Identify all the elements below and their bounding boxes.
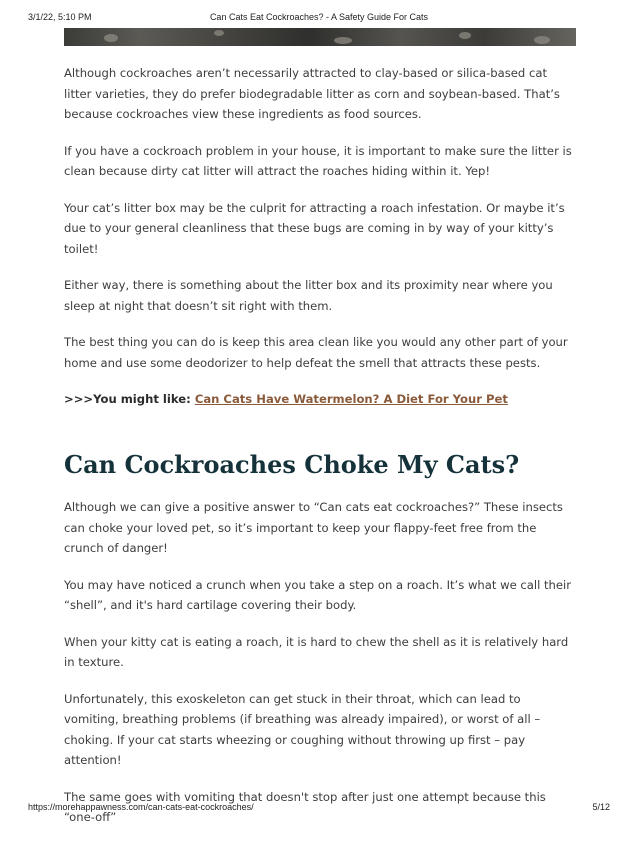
pebble-texture [214, 30, 224, 36]
pebble-texture [334, 37, 352, 44]
related-article-link[interactable]: Can Cats Have Watermelon? A Diet For Your Pet [194, 392, 508, 406]
pebble-texture [459, 32, 471, 39]
print-url: https://morehappawness.com/can-cats-eat-cockroaches/ [28, 802, 254, 812]
paragraph: Unfortunately, this exoskeleton can get stuck in their throat, which can lead to vomiting, breathing problems (if breathing was already impaired), or worst of all – choking. If your cat starts wheezing or coughing without throwing up first – pay attention! [64, 691, 541, 767]
paragraph: Either way, there is something about the litter box and its proximity near where you sleep at night that doesn’t sit right with them. [64, 278, 553, 313]
paragraph: The same goes with vomiting that doesn't stop after just one attempt because this “one-off” [64, 789, 546, 824]
paragraph: The best thing you can do is keep this area clean like you would any other part of your home and use some deodorizer to help defeat the smell that attracts these pests. [64, 335, 568, 370]
related-prefix: >>>You might like: [64, 392, 195, 406]
paragraph: Although we can give a positive answer to “Can cats eat cockroaches?” These insects can choke your loved pet, so it’s important to keep your flappy-feet free from the crunch of danger! [64, 500, 563, 555]
print-datetime: 3/1/22, 5:10 PM [28, 12, 92, 22]
print-page-title: Can Cats Eat Cockroaches? - A Safety Guide For Cats [209, 12, 429, 22]
article-body [64, 63, 576, 844]
related-article [64, 389, 576, 409]
paragraph: Although cockroaches aren’t necessarily attracted to clay-based or silica-based cat litter varieties, they do prefer biodegradable litter as corn and soybean-based. That’s because cockroaches view these ingredients as food sources. [64, 66, 560, 121]
pebble-texture [534, 36, 550, 44]
article-image-bottom-edge [64, 28, 576, 46]
print-footer [0, 802, 638, 816]
print-header [0, 12, 638, 26]
paragraph: If you have a cockroach problem in your house, it is important to make sure the litter is clean because dirty cat litter will attract the roaches hiding within it. Yep! [64, 143, 572, 178]
section-heading: Can Cockroaches Choke My Cats? [64, 450, 520, 479]
pebble-texture [104, 34, 118, 42]
paragraph: You may have noticed a crunch when you take a step on a roach. It’s what we call their “shell”, and it's hard cartilage covering their body. [64, 577, 572, 612]
paragraph: Your cat’s litter box may be the culprit for attracting a roach infestation. Or maybe it’s due to your general cleanliness that these bugs are coming in by way of your kitty’s toilet! [64, 200, 565, 256]
paragraph: When your kitty cat is eating a roach, it is hard to chew the shell as it is relatively hard in texture. [64, 634, 569, 669]
page-number: 5/12 [592, 802, 610, 812]
